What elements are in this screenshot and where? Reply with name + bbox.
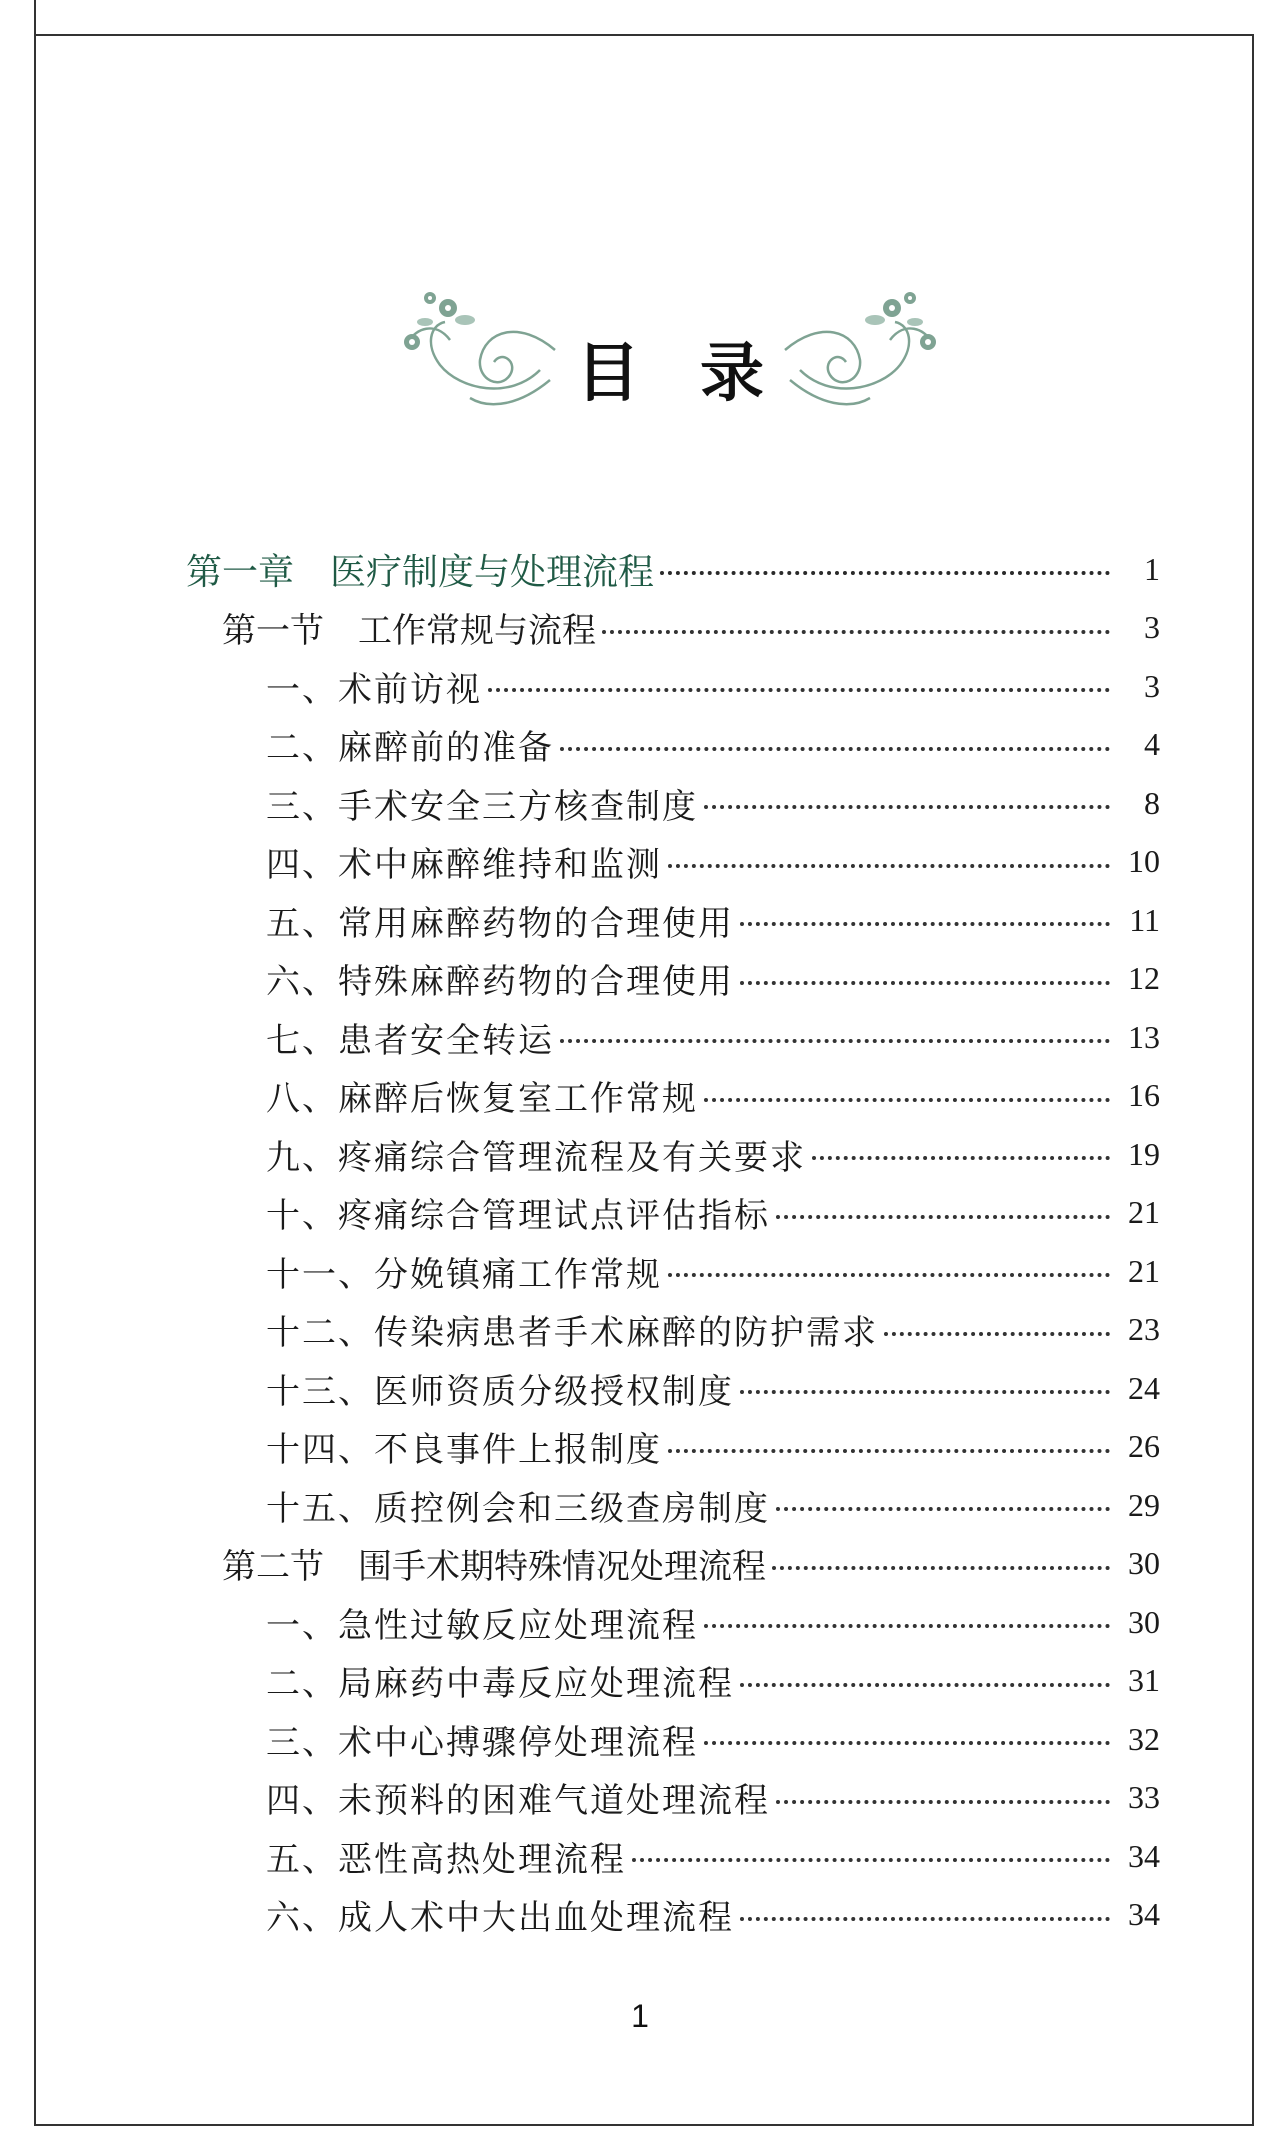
- toc-leader-dots: [704, 805, 1110, 809]
- toc-entry-page: 11: [1129, 901, 1160, 938]
- toc-entry-item[interactable]: [266, 1301, 1160, 1359]
- toc-entry-label: 四、术中麻醉维持和监测: [266, 845, 662, 885]
- toc-leader-dots: [740, 922, 1110, 926]
- toc-leader-dots: [668, 1273, 1110, 1277]
- toc-entry-item[interactable]: [266, 891, 1160, 949]
- toc-leader-dots: [704, 1624, 1110, 1628]
- toc-leader-dots: [632, 1858, 1110, 1862]
- toc-entry-page: 19: [1128, 1135, 1160, 1172]
- toc-entry-item[interactable]: [266, 1827, 1160, 1885]
- toc-entry-page: 4: [1144, 726, 1160, 762]
- toc-entry-item[interactable]: [266, 833, 1160, 891]
- toc-leader-dots: [772, 1566, 1110, 1570]
- toc-entry-page: 12: [1128, 960, 1160, 996]
- toc-leader-dots: [704, 1098, 1110, 1102]
- toc-leader-dots: [668, 864, 1110, 868]
- toc-entry-chapter[interactable]: [186, 540, 1160, 598]
- toc-leader-dots: [704, 1741, 1110, 1745]
- toc-entry-label: 二、局麻药中毒反应处理流程: [266, 1664, 734, 1704]
- toc-entry-label: 五、恶性高热处理流程: [266, 1839, 626, 1880]
- toc-leader-dots: [602, 630, 1110, 634]
- toc-entry-label: 十一、分娩镇痛工作常规: [266, 1254, 662, 1295]
- page-frame-bottom: [34, 2124, 1254, 2126]
- toc-entry-item[interactable]: [266, 1242, 1160, 1300]
- toc-entry-item[interactable]: [266, 1184, 1160, 1242]
- toc-entry-item[interactable]: [266, 1593, 1160, 1651]
- toc-entry-page: 33: [1128, 1779, 1160, 1815]
- toc-entry-label: 三、术中心搏骤停处理流程: [266, 1722, 698, 1763]
- toc-entry-item[interactable]: [266, 1067, 1160, 1125]
- toc-entry-item[interactable]: [266, 1359, 1160, 1417]
- toc-entry-page: 29: [1128, 1486, 1160, 1523]
- toc-leader-dots: [776, 1800, 1110, 1804]
- page-frame-top: [34, 34, 1254, 36]
- toc-entry-label: 九、疼痛综合管理流程及有关要求: [266, 1137, 806, 1178]
- toc-leader-dots: [740, 1917, 1110, 1921]
- toc-entry-label: 五、常用麻醉药物的合理使用: [266, 903, 734, 944]
- toc-entry-page: 32: [1128, 1720, 1160, 1757]
- toc-entry-page: 8: [1144, 784, 1160, 821]
- toc-entry-item[interactable]: [266, 1008, 1160, 1066]
- toc-entry-label: 一、术前访视: [266, 669, 482, 710]
- toc-entry-page: 13: [1128, 1018, 1160, 1055]
- toc-entry-label: 第一章 医疗制度与处理流程: [186, 551, 655, 593]
- toc-entry-page: 10: [1128, 843, 1160, 879]
- toc-entry-item[interactable]: [266, 1769, 1160, 1827]
- toc-title-block: [390, 280, 950, 440]
- toc-entry-page: 26: [1128, 1428, 1160, 1464]
- toc-leader-dots: [740, 981, 1110, 985]
- toc-leader-dots: [776, 1507, 1110, 1511]
- toc-entry-section[interactable]: [222, 1535, 1160, 1593]
- toc-entry-label: 三、手术安全三方核查制度: [266, 786, 698, 827]
- toc-entry-label: 第二节 围手术期特殊情况处理流程: [222, 1547, 766, 1587]
- toc-leader-dots: [660, 571, 1110, 575]
- toc-entry-label: 七、患者安全转运: [266, 1020, 554, 1061]
- toc-entry-page: 21: [1128, 1194, 1160, 1230]
- toc-entry-label: 六、特殊麻醉药物的合理使用: [266, 962, 734, 1002]
- toc-entry-label: 八、麻醉后恢复室工作常规: [266, 1079, 698, 1119]
- toc-entry-page: 3: [1144, 667, 1160, 704]
- toc-entry-page: 16: [1128, 1077, 1160, 1113]
- toc-leader-dots: [776, 1215, 1110, 1219]
- page-number: 1: [631, 1998, 649, 2034]
- toc-entry-item[interactable]: [266, 1476, 1160, 1534]
- toc-entry-item[interactable]: [266, 950, 1160, 1008]
- toc-entry-label: 十四、不良事件上报制度: [266, 1430, 662, 1470]
- toc-leader-dots: [668, 1449, 1110, 1453]
- toc-entry-section[interactable]: [222, 599, 1160, 657]
- toc-entry-page: 30: [1128, 1545, 1160, 1581]
- toc-entry-page: 34: [1128, 1896, 1160, 1932]
- toc-entry-page: 21: [1128, 1252, 1160, 1289]
- toc-entry-label: 第一节 工作常规与流程: [222, 611, 596, 651]
- toc-leader-dots: [560, 1039, 1110, 1043]
- toc-entry-label: 四、未预料的困难气道处理流程: [266, 1781, 770, 1821]
- toc-entry-item[interactable]: [266, 1652, 1160, 1710]
- toc-leader-dots: [560, 747, 1110, 751]
- toc-leader-dots: [884, 1332, 1110, 1336]
- toc-entry-page: 23: [1128, 1311, 1160, 1347]
- toc-entry-item[interactable]: [266, 1886, 1160, 1944]
- toc-entry-label: 十、疼痛综合管理试点评估指标: [266, 1196, 770, 1236]
- toc-entry-label: 十三、医师资质分级授权制度: [266, 1371, 734, 1412]
- toc-leader-dots: [812, 1156, 1110, 1160]
- toc-entry-page: 31: [1128, 1662, 1160, 1698]
- toc-entry-item[interactable]: [266, 1418, 1160, 1476]
- toc-leader-dots: [488, 688, 1110, 692]
- toc-entry-label: 一、急性过敏反应处理流程: [266, 1605, 698, 1646]
- toc-entry-label: 六、成人术中大出血处理流程: [266, 1898, 734, 1938]
- toc-entry-page: 34: [1128, 1837, 1160, 1874]
- floral-ornament-icon: [780, 280, 950, 410]
- toc-entry-item[interactable]: [266, 716, 1160, 774]
- toc-entry-item[interactable]: [266, 657, 1160, 715]
- toc-leader-dots: [740, 1390, 1110, 1394]
- toc-entry-label: 二、麻醉前的准备: [266, 728, 554, 768]
- toc-entry-page: 3: [1144, 609, 1160, 645]
- toc-entry-item[interactable]: [266, 774, 1160, 832]
- toc-leader-dots: [740, 1683, 1110, 1687]
- toc-entry-label: 十五、质控例会和三级查房制度: [266, 1488, 770, 1529]
- page-frame-right: [1252, 34, 1254, 2124]
- toc-entry-page: 30: [1128, 1603, 1160, 1640]
- toc-entry-page: 24: [1128, 1369, 1160, 1406]
- toc-entry-page: 1: [1144, 550, 1160, 587]
- toc-entry-item[interactable]: [266, 1710, 1160, 1768]
- toc-entry-label: 十二、传染病患者手术麻醉的防护需求: [266, 1313, 878, 1353]
- page-title: 目录: [576, 336, 824, 411]
- page-frame-left: [34, 0, 36, 2124]
- toc-entry-item[interactable]: [266, 1125, 1160, 1183]
